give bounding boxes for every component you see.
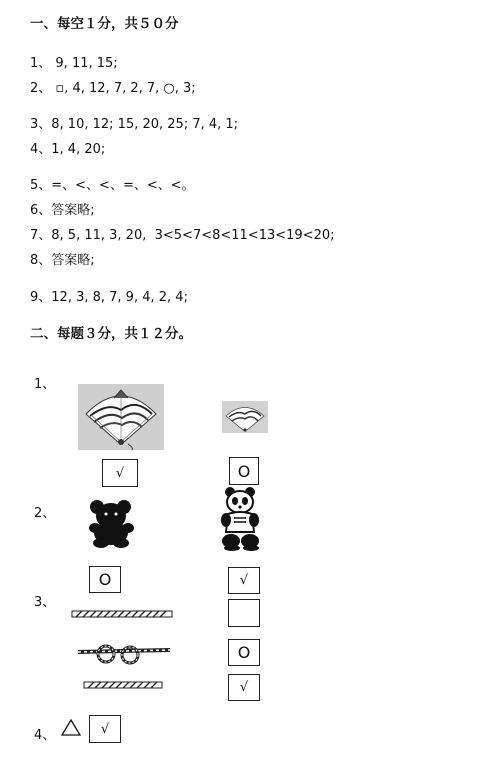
answer-line-7: 7、8, 5, 11, 3, 20, 3<5<7<8<11<13<19<20; — [30, 228, 335, 243]
q3-answer-box-2: O — [228, 639, 260, 666]
q4-answer-box: √ — [89, 715, 121, 743]
answer-line-4: 4、1, 4, 20; — [30, 142, 106, 157]
answer-line-6: 6、答案略; — [30, 203, 95, 218]
bear-silhouette-image — [88, 498, 134, 548]
q3-number: 3、 — [34, 595, 56, 610]
q1-left-answer-box: √ — [102, 459, 138, 487]
section1-heading: 一、每空１分，共５０分 — [30, 16, 179, 32]
q1-right-answer-box: O — [229, 457, 259, 485]
answer-line-2: 2、 ▫, 4, 12, 7, 2, 7, ○, 3; — [30, 81, 196, 96]
answer-line-1: 1、 9, 11, 15; — [30, 56, 118, 71]
answer-line-3: 3、8, 10, 12; 15, 20, 25; 7, 4, 1; — [30, 117, 239, 132]
coiled-rope-image — [76, 640, 174, 666]
medium-rope-image — [72, 609, 174, 619]
panda-image — [220, 486, 262, 552]
section2-heading: 二、每题３分，共１２分。 — [30, 326, 192, 342]
triangle-shape — [61, 719, 81, 736]
q3-answer-box-1 — [228, 599, 260, 627]
answer-line-9: 9、12, 3, 8, 7, 9, 4, 2, 4; — [30, 290, 188, 305]
q2-right-answer-box: √ — [228, 567, 260, 594]
q2-left-answer-box: O — [89, 566, 121, 593]
small-fan-image — [222, 401, 268, 433]
large-fan-image — [78, 384, 164, 450]
q1-number: 1、 — [34, 377, 56, 392]
short-rope-image — [84, 680, 164, 690]
answer-line-5: 5、=、<、<、=、<、<。 — [30, 178, 195, 193]
q2-number: 2、 — [34, 506, 56, 521]
q3-answer-box-3: √ — [228, 674, 260, 701]
q4-number: 4、 — [34, 728, 56, 743]
answer-line-8: 8、答案略; — [30, 253, 95, 268]
